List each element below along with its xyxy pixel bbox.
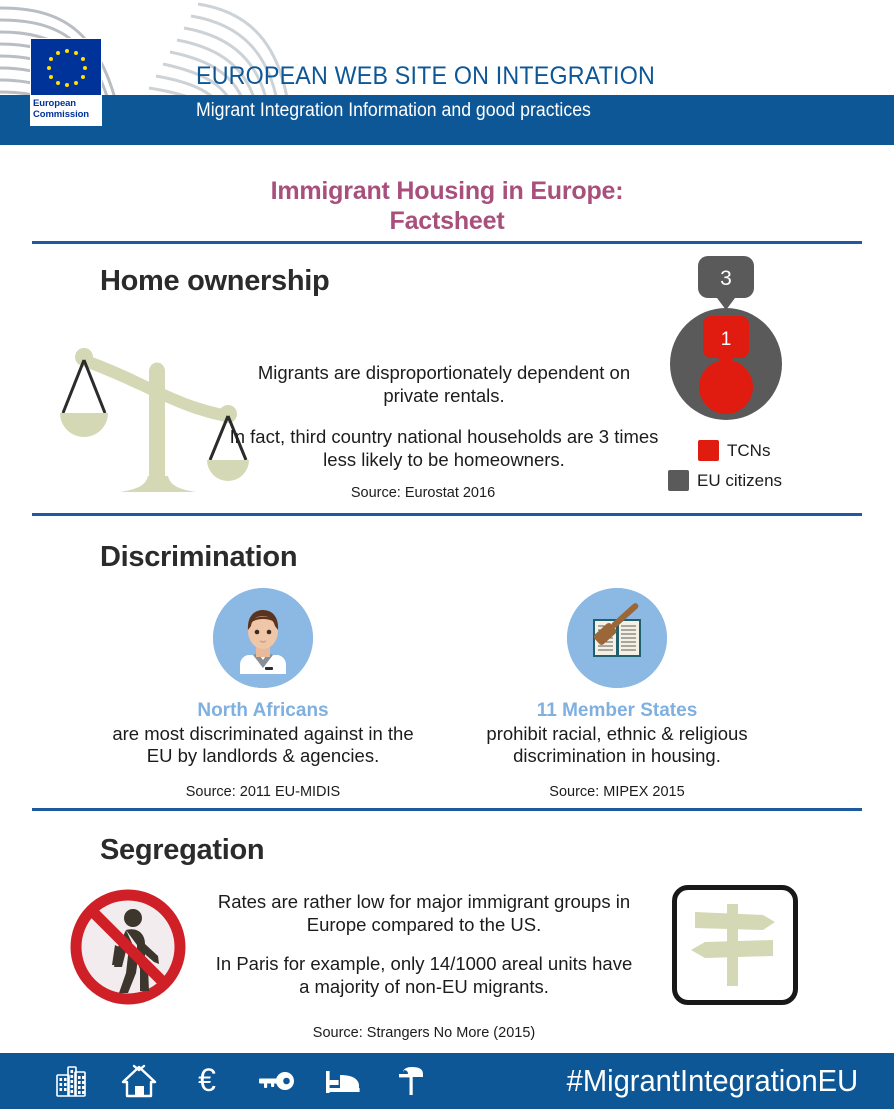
legend-label-eu-citizens: EU citizens [697, 470, 783, 490]
page-title-line1: Immigrant Housing in Europe: [270, 177, 624, 205]
section-divider [32, 241, 862, 244]
home-ownership-source: Source: Eurostat 2016 [350, 485, 496, 501]
page-header [0, 0, 894, 145]
segregation-source: Source: Strangers No More (2015) [312, 1025, 536, 1041]
ec-wordmark [30, 96, 102, 126]
discrimination-right-text [452, 700, 782, 767]
legend-item-tcns [698, 440, 770, 461]
section-heading-home-ownership: Home ownership [100, 265, 330, 297]
mailbox-icon[interactable] [390, 1062, 432, 1100]
gavel-book-icon [567, 588, 667, 688]
discrimination-left-highlight: North Africans [197, 700, 329, 721]
home-ownership-bubble-chart [660, 252, 860, 512]
home-ownership-paragraph-2: In fact, third country national households are 3 times less likely to be homeowners. [229, 426, 659, 470]
svg-text:€: € [198, 1064, 216, 1098]
eu-citizens-value-label: 3 [720, 267, 732, 290]
segregation-paragraph-2: In Paris for example, only 14/1000 areal units have a majority of non-EU migrants. [215, 953, 633, 997]
person-avatar-icon [213, 588, 313, 688]
legend-label-tcns: TCNs [727, 440, 771, 460]
footer-hashtag: #MigrantIntegrationEU [566, 1063, 858, 1098]
house-icon[interactable] [118, 1062, 160, 1100]
discrimination-right-source: Source: MIPEX 2015 [549, 784, 685, 800]
tcns-bubble [699, 360, 753, 414]
discrimination-right-highlight: 11 Member States [536, 700, 698, 721]
discrimination-left-body: are most discriminated against in the EU by landlords & agencies. [112, 723, 414, 766]
footer-icon-row [50, 1062, 432, 1100]
euro-currency-icon[interactable] [186, 1062, 228, 1100]
bed-icon[interactable] [322, 1062, 364, 1100]
site-title: EUROPEAN WEB SITE ON INTEGRATION [196, 62, 655, 90]
discrimination-card-member-states [452, 588, 782, 800]
section-divider [32, 513, 862, 516]
discrimination-right-body: prohibit racial, ethnic & religious discrimination in housing. [486, 723, 748, 766]
eu-flag-icon [30, 38, 102, 96]
tcns-value-label: 1 [720, 329, 732, 350]
page-title-line2: Factsheet [389, 207, 505, 235]
office-building-icon[interactable] [50, 1062, 92, 1100]
key-icon[interactable] [254, 1062, 296, 1100]
section-heading-segregation: Segregation [100, 834, 265, 866]
discrimination-card-north-africans [98, 588, 428, 800]
page-footer [0, 1053, 894, 1109]
segregation-paragraph-1: Rates are rather low for major immigrant groups in Europe compared to the US. [217, 891, 631, 935]
bubble-chart-svg [660, 252, 860, 432]
ec-wordmark-line2: Commission [33, 108, 90, 120]
legend-swatch-eu-citizens [668, 470, 689, 491]
ec-wordmark-line1: European [33, 98, 77, 109]
section-heading-discrimination: Discrimination [100, 541, 298, 573]
site-subtitle: Migrant Integration Information and good practices [196, 100, 591, 121]
legend-item-eu-citizens [668, 470, 782, 491]
signpost-icon [672, 885, 798, 1005]
home-ownership-paragraph-1: Migrants are disproportionately dependent on private rentals. [257, 362, 631, 406]
page-title [0, 176, 894, 236]
discrimination-left-source: Source: 2011 EU-MIDIS [185, 784, 341, 800]
discrimination-left-text [98, 700, 428, 767]
legend-swatch-tcns [698, 440, 719, 461]
section-divider [32, 808, 862, 811]
no-pedestrian-sign-icon [66, 885, 190, 1009]
